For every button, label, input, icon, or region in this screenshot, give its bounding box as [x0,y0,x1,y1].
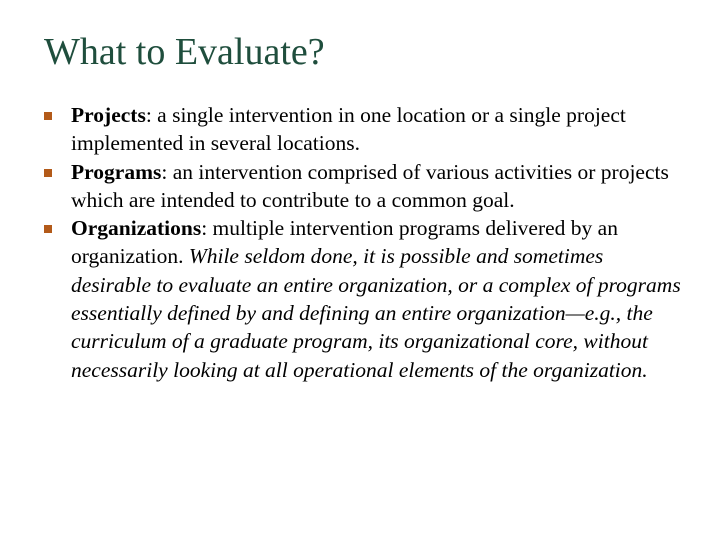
bullet-text: : an intervention comprised of various activities or projects which are intended to contribute to a common goal. [71,159,669,212]
bullet-term: Projects [71,103,146,127]
slide-title: What to Evaluate? [44,31,325,73]
bullet-term: Organizations [71,216,202,241]
square-bullet-icon [44,169,52,177]
bullet-item-projects [44,101,684,158]
bullet-item-programs [44,158,684,215]
bullet-term: Programs [71,159,162,184]
bullet-list [44,101,684,384]
square-bullet-icon [44,225,52,233]
bullet-italic-text: While seldom done, it is possible and sometimes desirable to evaluate an entire organization, or a complex of programs essentially defined by and defining an entire organization—e.g., the curriculum of a graduate program, its organizational core, without necessarily looking at all operational elements of the organization. [71,244,681,382]
square-bullet-icon [44,112,52,120]
bullet-text: : multiple intervention programs delivered by an organization. [71,216,618,269]
bullet-item-organizations [44,214,684,384]
bullet-text: : a single intervention in one location or a single project implemented in several locations. [71,103,626,156]
